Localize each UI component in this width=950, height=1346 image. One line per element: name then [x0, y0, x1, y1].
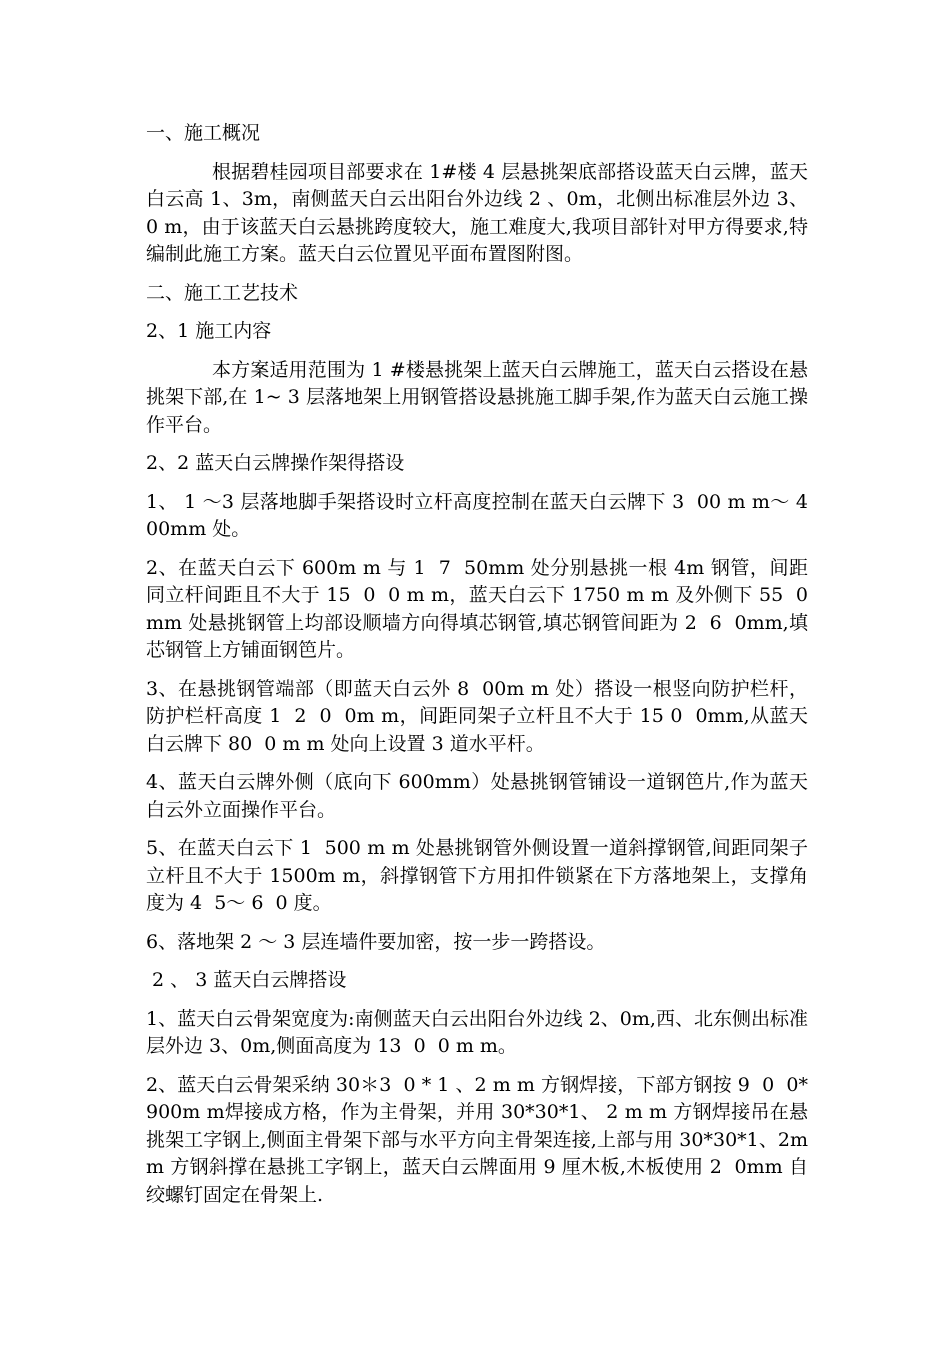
list-item-3: 3、在悬挑钢管端部（即蓝天白云外 8 00m m 处）搭设一根竖向防护栏杆，防护栏杆高度 1 2 0 0m m，间距同架子立杆且不大于 15 0 0mm,从蓝天白云牌下 80 0 m m 处向上设置 3 道水平杆。: [146, 677, 808, 755]
list-item-4: 4、蓝天白云牌外侧（底向下 600mm）处悬挑钢管铺设一道钢笆片,作为蓝天白云外立面操作平台。: [146, 771, 808, 821]
document-body: [146, 120, 821, 1220]
list-item-6: 6、落地架 2 ～ 3 层连墙件要加密，按一步一跨搭设。: [146, 930, 606, 953]
list-item-5: 5、在蓝天白云下 1 500 m m 处悬挑钢管外侧设置一道斜撑钢管,间距同架子立杆且不大于 1500m m，斜撑钢管下方用扣件锁紧在下方落地架上，支撑角度为 4 5～ 6 0 度。: [146, 837, 808, 914]
scope-paragraph: 本方案适用范围为 1 #楼悬挑架上蓝天白云牌施工，蓝天白云搭设在悬挑架下部,在 1~ 3 层落地架上用钢管搭设悬挑施工脚手架,作为蓝天白云施工操作平台。: [146, 358, 808, 436]
subsection-heading-2-2: 2、2 蓝天白云牌操作架得搭设: [146, 452, 405, 474]
subsection-heading-2-1: 2、1 施工内容: [146, 320, 272, 342]
frame-item-2: 2、蓝天白云骨架采纳 30＊3 0 * 1 、2 m m 方钢焊接，下部方钢按 9 0 0*900m m焊接成方格，作为主骨架，并用 30*30*1、 2 m m 方钢焊接吊在悬挑架工字钢上,侧面主骨架下部与水平方向主骨架连接,上部与用 30*30*1、2mm 方钢斜撑在悬挑工字钢上，蓝天白云牌面用 9 厘木板,木板使用 2 0mm 自绞螺钉固定在骨架上.: [146, 1073, 808, 1206]
subsection-heading-2-3: 2 、 3 蓝天白云牌搭设: [146, 969, 347, 991]
list-item-2: 2、在蓝天白云下 600m m 与 1 7 50mm 处分别悬挑一根 4m 钢管，间距同立杆间距且不大于 15 0 0 m m，蓝天白云下 1750 m m 及外侧下 55 0 mm 处悬挑钢管上均部设顺墙方向得填芯钢管,填芯钢管间距为 2 6 0mm,填芯钢管上方铺面钢笆片。: [146, 556, 821, 661]
section-heading-technique: 二、施工工艺技术: [146, 281, 299, 304]
frame-item-1: 1、蓝天白云骨架宽度为:南侧蓝天白云出阳台外边线 2、0m,西、北东侧出标准层外边 3、0m,侧面高度为 13 0 0 m m。: [146, 1007, 808, 1057]
section-heading-overview: 一、施工概况: [146, 122, 261, 144]
overview-paragraph: 根据碧桂园项目部要求在 1#楼 4 层悬挑架底部搭设蓝天白云牌，蓝天白云高 1、3m，南侧蓝天白云出阳台外边线 2 、0m，北侧出标准层外边 3、 0 m，由于该蓝天白云悬挑跨度较大，施工难度大,我项目部针对甲方得要求,特编制此施工方案。蓝天白云位置见平面布置图附图。: [146, 160, 815, 265]
list-item-1: 1、 1 ～3 层落地脚手架搭设时立杆高度控制在蓝天白云牌下 3 00 m m～ 4 00mm 处。: [146, 490, 821, 540]
